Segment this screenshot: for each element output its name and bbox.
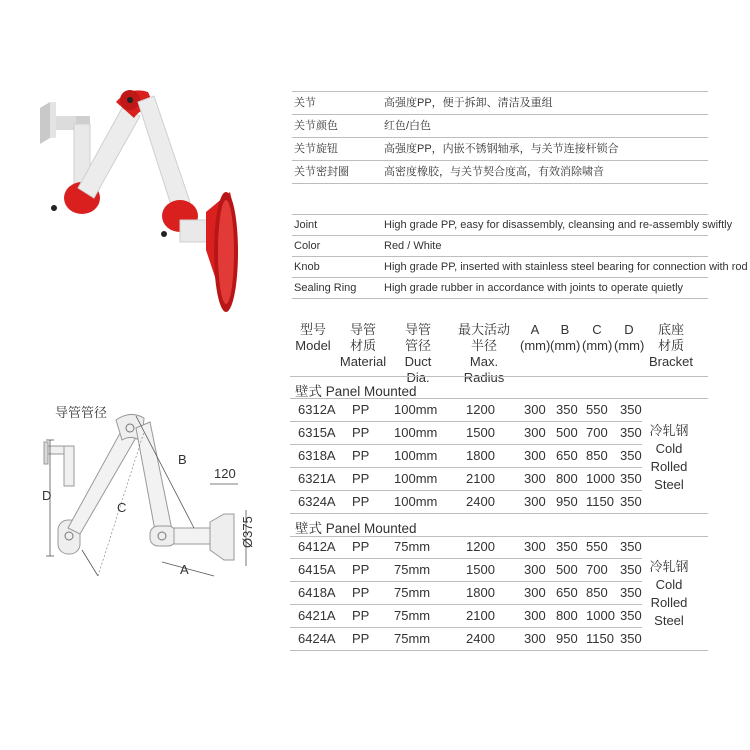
- table-cell: 1000: [586, 608, 615, 623]
- model-cell: 6424A: [298, 631, 336, 646]
- table-cell: PP: [352, 631, 370, 646]
- table-cell: 1150: [586, 494, 614, 509]
- table-cell: 300: [524, 494, 546, 509]
- table-cell: PP: [352, 471, 370, 486]
- table-cell: 100mm: [394, 402, 438, 417]
- table-cell: 1800: [466, 448, 495, 463]
- section-title: 壁式 Panel Mounted: [295, 384, 417, 399]
- section-end-rule: [290, 513, 708, 514]
- table-cell: 350: [620, 425, 642, 440]
- table-cell: 350: [620, 448, 642, 463]
- table-cell: PP: [352, 402, 370, 417]
- table-cell: PP: [352, 608, 370, 623]
- dim-label-c: C: [117, 500, 127, 515]
- table-cell: 2100: [466, 471, 495, 486]
- dim-label-375: Ø375: [240, 516, 255, 548]
- dimension-diagram: [38, 410, 268, 610]
- table-cell: 300: [524, 471, 546, 486]
- table-cell: PP: [352, 448, 370, 463]
- table-cell: PP: [352, 494, 370, 509]
- header-duct-dia: 导管 管径 Duct Dia.: [404, 322, 432, 385]
- table-cell: 350: [620, 585, 642, 600]
- table-cell: 1500: [466, 562, 495, 577]
- header-a: A (mm): [520, 322, 551, 353]
- table-header-rule: [290, 376, 708, 377]
- row-rule: [290, 467, 642, 468]
- model-cell: 6321A: [298, 471, 336, 486]
- table-cell: 800: [556, 608, 578, 623]
- table-cell: 75mm: [394, 539, 431, 554]
- model-cell: 6421A: [298, 608, 336, 623]
- table-cell: 1800: [466, 585, 495, 600]
- table-cell: 300: [524, 448, 546, 463]
- model-cell: 6324A: [298, 494, 336, 509]
- table-cell: 100mm: [394, 494, 438, 509]
- section-rule: [290, 398, 708, 399]
- table-cell: 2400: [466, 494, 495, 509]
- table-cell: 2400: [466, 631, 495, 646]
- row-rule: [290, 604, 642, 605]
- header-d: D (mm): [614, 322, 645, 353]
- table-cell: PP: [352, 562, 370, 577]
- table-cell: 350: [620, 631, 642, 646]
- table-cell: 350: [620, 494, 642, 509]
- table-cell: PP: [352, 539, 370, 554]
- table-cell: 350: [556, 539, 578, 554]
- table-cell: 75mm: [394, 631, 431, 646]
- table-cell: 800: [556, 471, 578, 486]
- table-cell: 75mm: [394, 608, 431, 623]
- model-cell: 6315A: [298, 425, 336, 440]
- header-max-radius: 最大活动 半径 Max. Radius: [457, 322, 510, 385]
- table-cell: 650: [556, 585, 578, 600]
- spec-row: Joint High grade PP, easy for disassembly, cleansing and re-assembly swiftly: [292, 215, 708, 236]
- table-cell: 2100: [466, 608, 495, 623]
- spec-row: Color Red / White: [292, 236, 708, 257]
- header-material: 导管 材质 Material: [339, 322, 387, 369]
- row-rule: [290, 421, 642, 422]
- table-cell: 300: [524, 585, 546, 600]
- header-c: C (mm): [582, 322, 613, 353]
- table-cell: 950: [556, 494, 578, 509]
- model-cell: 6418A: [298, 585, 336, 600]
- section-title: 壁式 Panel Mounted: [295, 521, 417, 536]
- model-cell: 6312A: [298, 402, 336, 417]
- spec-row: 关节旋钮 高强度PP，内嵌不锈钢轴承，与关节连接杆锁合: [292, 138, 708, 161]
- header-model: 型号 Model: [295, 322, 331, 353]
- table-cell: 650: [556, 448, 578, 463]
- table-cell: 300: [524, 631, 546, 646]
- table-cell: 300: [524, 539, 546, 554]
- table-cell: 350: [620, 539, 642, 554]
- table-cell: 350: [620, 562, 642, 577]
- spec-table-cn: [292, 92, 708, 184]
- table-cell: 500: [556, 562, 578, 577]
- dim-label-b: B: [178, 452, 187, 467]
- header-b: B (mm): [550, 322, 581, 353]
- dim-label-d: D: [42, 488, 52, 503]
- header-bracket: 底座 材质 Bracket: [648, 322, 694, 369]
- table-cell: 100mm: [394, 471, 438, 486]
- model-cell: 6318A: [298, 448, 336, 463]
- table-cell: 850: [586, 448, 608, 463]
- table-cell: 350: [620, 471, 642, 486]
- table-cell: PP: [352, 585, 370, 600]
- table-cell: 1200: [466, 402, 495, 417]
- table-cell: 1200: [466, 539, 495, 554]
- table-cell: 350: [620, 402, 642, 417]
- table-cell: 100mm: [394, 448, 438, 463]
- duct-dia-label: 导管管径: [55, 406, 108, 421]
- product-illustration: [30, 80, 250, 320]
- table-cell: 500: [556, 425, 578, 440]
- section-rule: [290, 536, 708, 537]
- row-rule: [290, 581, 642, 582]
- table-cell: 700: [586, 425, 608, 440]
- table-cell: 300: [524, 562, 546, 577]
- row-rule: [290, 444, 642, 445]
- table-cell: 950: [556, 631, 578, 646]
- table-cell: 350: [556, 402, 578, 417]
- table-cell: PP: [352, 425, 370, 440]
- spec-row: Knob High grade PP, inserted with stainless steel bearing for connection with rod: [292, 257, 708, 278]
- bracket-material: 冷轧钢 Cold Rolled Steel: [649, 423, 689, 492]
- table-cell: 550: [586, 539, 608, 554]
- dim-label-120: 120: [214, 466, 236, 481]
- section-end-rule: [290, 650, 708, 651]
- table-cell: 300: [524, 608, 546, 623]
- row-rule: [290, 627, 642, 628]
- bracket-material: 冷轧钢 Cold Rolled Steel: [649, 559, 689, 628]
- table-cell: 300: [524, 425, 546, 440]
- table-cell: 550: [586, 402, 608, 417]
- table-cell: 350: [620, 608, 642, 623]
- table-cell: 300: [524, 402, 546, 417]
- model-cell: 6415A: [298, 562, 336, 577]
- dim-label-a: A: [180, 562, 189, 577]
- table-cell: 1150: [586, 631, 614, 646]
- table-cell: 1000: [586, 471, 615, 486]
- spec-row: 关节颜色 红色/白色: [292, 115, 708, 138]
- table-cell: 75mm: [394, 585, 431, 600]
- table-cell: 850: [586, 585, 608, 600]
- row-rule: [290, 558, 642, 559]
- spec-table-en: [292, 215, 748, 299]
- table-cell: 700: [586, 562, 608, 577]
- model-cell: 6412A: [298, 539, 336, 554]
- spec-row: Sealing Ring High grade rubber in accordance with joints to operate quietly: [292, 278, 708, 299]
- table-cell: 100mm: [394, 425, 438, 440]
- spec-row: 关节密封圈 高密度橡胶，与关节契合度高，有效消除啸音: [292, 161, 708, 184]
- row-rule: [290, 490, 642, 491]
- table-cell: 1500: [466, 425, 495, 440]
- spec-row: 关节 高强度PP，便于拆卸、清洁及重组: [292, 92, 708, 115]
- table-cell: 75mm: [394, 562, 431, 577]
